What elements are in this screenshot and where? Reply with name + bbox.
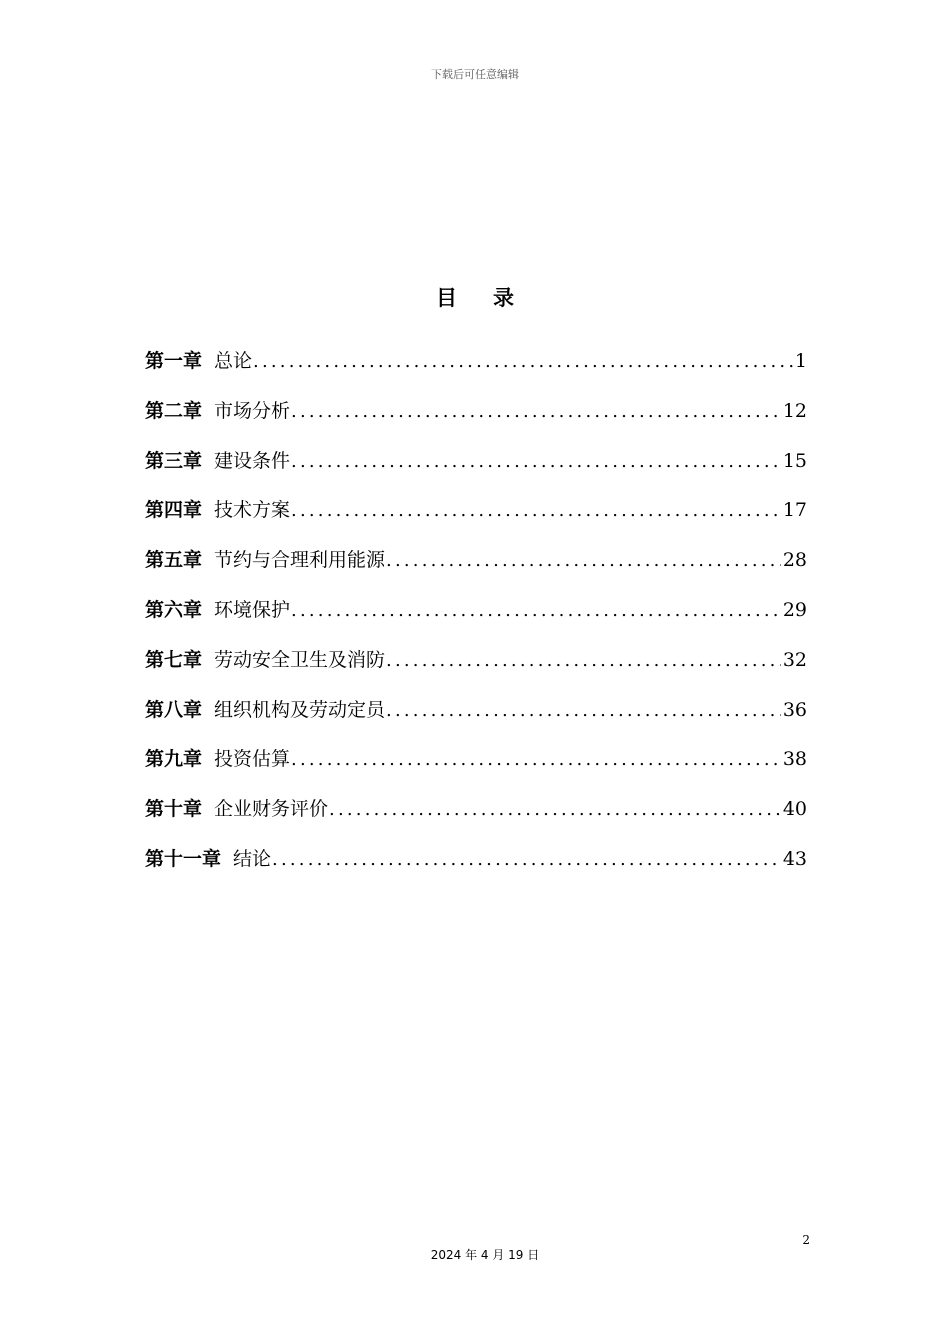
toc-entry-5[interactable] [145,540,807,590]
toc-chapter: 第八章 [145,698,203,721]
toc-page: 15 [782,449,807,472]
toc-entry-3[interactable] [145,441,807,491]
toc-entry-1[interactable] [145,341,807,391]
toc-chapter: 第十一章 [145,847,222,870]
toc-chapter: 第二章 [145,399,203,422]
toc-leader [385,641,781,681]
toc-chapter: 第一章 [145,350,203,372]
toc-entry-9[interactable] [145,739,807,789]
toc-title-right: 录 [493,286,514,310]
toc-page: 28 [782,549,807,572]
toc-leader [290,740,781,780]
page-number: 2 [802,1233,810,1247]
toc-list [145,341,807,889]
toc-entry-2[interactable] [145,391,807,441]
toc-chapter: 第十章 [145,798,203,821]
toc-page: 43 [782,847,807,870]
toc-leader [252,342,793,382]
toc-entry-6[interactable] [145,590,807,640]
toc-name: 市场分析 [214,399,291,422]
toc-name: 结论 [233,847,272,870]
toc-leader [385,541,781,581]
toc-leader [328,790,781,830]
toc-page: 36 [782,698,807,721]
toc-entry-8[interactable] [145,690,807,740]
toc-page: 29 [782,598,807,621]
toc-chapter: 第五章 [145,549,203,572]
toc-name: 企业财务评价 [214,798,329,821]
toc-name: 组织机构及劳动定员 [214,698,386,721]
toc-name: 劳动安全卫生及消防 [214,648,386,671]
toc-page: 17 [782,499,807,522]
toc-entry-11[interactable] [145,839,807,889]
toc-page: 32 [782,648,807,671]
toc-chapter: 第六章 [145,598,203,621]
toc-chapter: 第四章 [145,499,203,522]
toc-leader [290,591,781,631]
toc-name: 投资估算 [214,748,291,771]
toc-chapter: 第九章 [145,748,203,771]
toc-page: 12 [782,399,807,422]
toc-leader [290,491,781,531]
toc-chapter: 第七章 [145,648,203,671]
toc-entry-4[interactable] [145,490,807,540]
toc-name: 建设条件 [214,449,291,472]
toc-leader [290,442,781,482]
toc-title-left: 目 [436,286,457,310]
toc-title [0,282,950,312]
toc-name: 技术方案 [214,499,291,522]
toc-name: 环境保护 [214,598,291,621]
toc-name: 节约与合理利用能源 [214,549,386,572]
toc-chapter: 第三章 [145,449,203,472]
toc-leader [385,691,781,731]
toc-leader [271,840,781,880]
header-note: 下载后可任意编辑 [431,68,519,81]
toc-page: 38 [782,748,807,771]
footer-date: 2024 年 4 月 19 日 [430,1248,540,1262]
toc-entry-7[interactable] [145,640,807,690]
toc-name: 总论 [214,350,253,372]
toc-entry-10[interactable] [145,789,807,839]
toc-leader [290,392,781,432]
toc-page: 1 [794,350,807,372]
toc-page: 40 [782,798,807,821]
